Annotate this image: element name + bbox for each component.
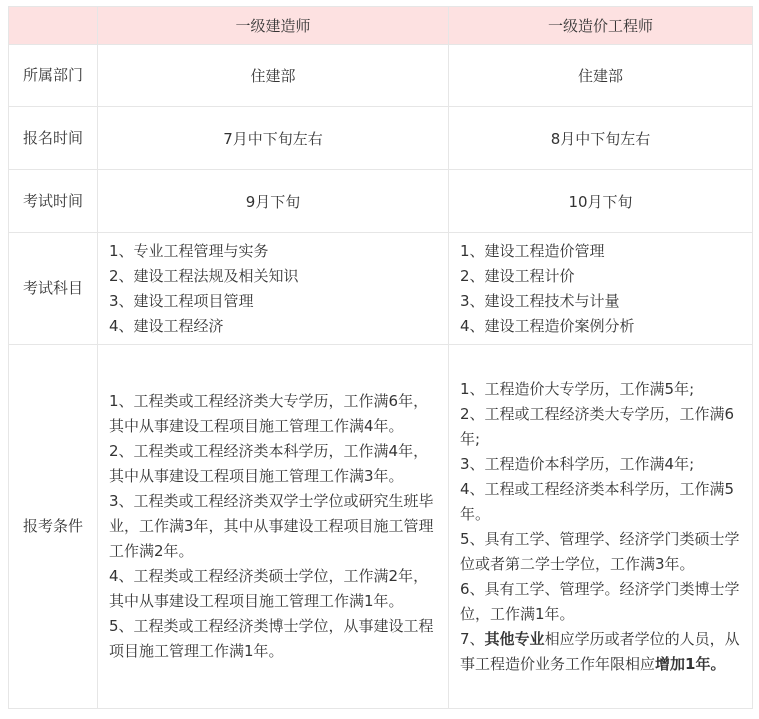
list-item: 1、专业工程管理与实务 [109, 241, 269, 260]
list-item: 3、建设工程项目管理 [109, 291, 254, 310]
list-item-emphasis [460, 627, 744, 677]
list-item: 2、建设工程计价 [460, 266, 575, 285]
list-item: 4、工程类或工程经济类硕士学位，工作满2年，其中从事建设工程项目施工管理工作满1年。 [109, 567, 429, 610]
header-row [9, 7, 753, 45]
emphasis-add-one-year: 增加1年 [655, 654, 711, 673]
list-item: 5、工程类或工程经济类博士学位，从事建设工程项目施工管理工作满1年。 [109, 617, 434, 660]
list-item: 6、具有工学、管理学。经济学门类博士学位，工作满1年。 [460, 579, 740, 623]
row-label: 考试科目 [9, 233, 98, 345]
header-empty [9, 7, 98, 45]
table-row [9, 107, 753, 170]
row-label: 所属部门 [9, 45, 98, 107]
list-item: 2、工程类或工程经济类本科学历，工作满4年，其中从事建设工程项目施工管理工作满3年。 [109, 442, 429, 485]
list-item: 3、建设工程技术与计量 [460, 291, 620, 310]
emphasis-other-major: 其他专业 [484, 629, 545, 648]
list-item: 2、工程或工程经济类大专学历，工作满6年; [460, 404, 735, 448]
list-item: 4、工程或工程经济类本科学历，工作满5年。 [460, 479, 735, 523]
comparison-table [8, 6, 753, 709]
list-item: 3、工程造价本科学历，工作满4年; [460, 454, 695, 473]
list-item: 4、建设工程经济 [109, 316, 224, 335]
conditions-cell-cost-engineer [449, 345, 753, 709]
list-item: 1、工程类或工程经济类大专学历，工作满6年，其中从事建设工程项目施工管理工作满4年。 [109, 392, 429, 435]
cell-value: 住建部 [449, 45, 753, 107]
item-prefix: 7、 [460, 629, 485, 648]
cell-value: 8月中下旬左右 [449, 107, 753, 170]
subjects-cell-constructor [98, 233, 449, 345]
table-row [9, 45, 753, 107]
cell-value: 住建部 [98, 45, 449, 107]
cell-value: 7月中下旬左右 [98, 107, 449, 170]
conditions-cell-constructor [98, 345, 449, 709]
row-label: 报名时间 [9, 107, 98, 170]
subjects-cell-cost-engineer [449, 233, 753, 345]
header-cost-engineer: 一级造价工程师 [449, 7, 753, 45]
list-item: 1、建设工程造价管理 [460, 241, 605, 260]
list-item: 3、工程类或工程经济类双学士学位或研究生班毕业，工作满3年，其中从事建设工程项目施工管理工作满2年。 [109, 492, 434, 560]
item-middle: 相应学历或者学位的人员，从事工程造价业务工作年限相应 [460, 629, 740, 673]
comparison-table-wrapper [8, 6, 753, 709]
cell-value: 10月下旬 [449, 170, 753, 233]
item-suffix: 。 [710, 654, 726, 673]
list-item: 5、具有工学、管理学、经济学门类硕士学位或者第二学士学位，工作满3年。 [460, 529, 740, 573]
subjects-row [9, 233, 753, 345]
cell-value: 9月下旬 [98, 170, 449, 233]
row-label: 报考条件 [9, 345, 98, 709]
list-item: 1、工程造价大专学历，工作满5年; [460, 379, 695, 398]
list-item: 2、建设工程法规及相关知识 [109, 266, 299, 285]
header-constructor: 一级建造师 [98, 7, 449, 45]
conditions-row [9, 345, 753, 709]
row-label: 考试时间 [9, 170, 98, 233]
table-row [9, 170, 753, 233]
list-item: 4、建设工程造价案例分析 [460, 316, 635, 335]
